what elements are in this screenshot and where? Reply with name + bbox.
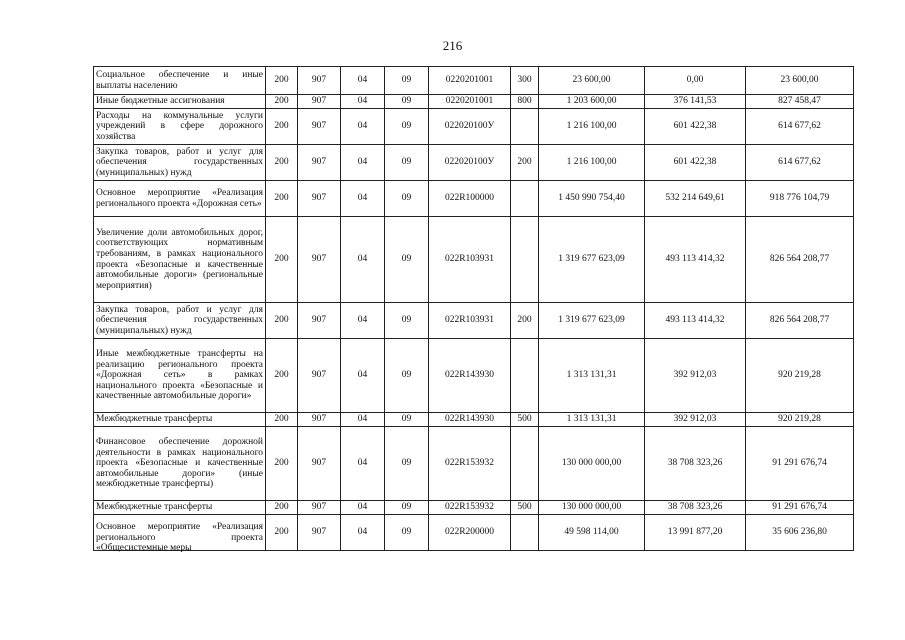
table-row: [94, 413, 854, 427]
row-code-ministry: 907: [298, 181, 341, 217]
row-code-target: 022R153932: [429, 427, 511, 501]
row-code-admin: 200: [266, 181, 298, 217]
table-row: [94, 95, 854, 109]
row-code-section: 04: [341, 501, 385, 515]
table-row: [94, 109, 854, 145]
row-code-target: 0220201001: [429, 67, 511, 95]
row-amount-remaining: 918 776 104,79: [746, 181, 854, 217]
row-code-subsection: 09: [385, 67, 429, 95]
row-description: Социальное обеспечение и иные выплаты населению: [94, 67, 266, 95]
row-code-target: 022R103931: [429, 303, 511, 339]
row-amount-remaining: 920 219,28: [746, 413, 854, 427]
row-code-subsection: 09: [385, 217, 429, 303]
row-code-ministry: 907: [298, 95, 341, 109]
row-code-section: 04: [341, 95, 385, 109]
row-code-subsection: 09: [385, 515, 429, 551]
table-row: [94, 67, 854, 95]
row-amount-executed: 601 422,38: [645, 145, 746, 181]
row-code-subsection: 09: [385, 181, 429, 217]
row-code-expense-type: [511, 217, 539, 303]
table-row: [94, 427, 854, 501]
row-code-section: 04: [341, 217, 385, 303]
row-code-admin: 200: [266, 427, 298, 501]
row-amount-remaining: 23 600,00: [746, 67, 854, 95]
row-amount-executed: 38 708 323,26: [645, 427, 746, 501]
row-amount-remaining: 91 291 676,74: [746, 427, 854, 501]
row-code-expense-type: 800: [511, 95, 539, 109]
row-code-ministry: 907: [298, 67, 341, 95]
row-code-admin: 200: [266, 145, 298, 181]
row-code-target: 0220201001: [429, 95, 511, 109]
row-code-admin: 200: [266, 413, 298, 427]
row-amount-planned: 1 319 677 623,09: [539, 303, 645, 339]
row-amount-executed: 13 991 877,20: [645, 515, 746, 551]
row-amount-executed: 38 708 323,26: [645, 501, 746, 515]
row-code-target: 022020100У: [429, 109, 511, 145]
row-code-expense-type: [511, 181, 539, 217]
row-code-ministry: 907: [298, 501, 341, 515]
row-amount-executed: 376 141,53: [645, 95, 746, 109]
row-description: Иные бюджетные ассигнования: [94, 95, 266, 109]
row-code-section: 04: [341, 339, 385, 413]
row-amount-planned: 1 203 600,00: [539, 95, 645, 109]
row-description: Основное мероприятие «Реализация регионального проекта «Дорожная сеть»: [94, 181, 266, 217]
row-amount-planned: 23 600,00: [539, 67, 645, 95]
row-amount-executed: 493 113 414,32: [645, 303, 746, 339]
row-amount-planned: 1 313 131,31: [539, 339, 645, 413]
row-code-subsection: 09: [385, 145, 429, 181]
row-code-section: 04: [341, 427, 385, 501]
row-code-admin: 200: [266, 109, 298, 145]
row-code-target: 022020100У: [429, 145, 511, 181]
row-description: Расходы на коммунальные услуги учреждений в сфере дорожного хозяйства: [94, 109, 266, 145]
row-code-admin: 200: [266, 515, 298, 551]
row-code-admin: 200: [266, 339, 298, 413]
page-number: 216: [442, 38, 463, 53]
row-amount-executed: 392 912,03: [645, 413, 746, 427]
row-amount-planned: 1 216 100,00: [539, 145, 645, 181]
row-code-section: 04: [341, 515, 385, 551]
row-code-admin: 200: [266, 501, 298, 515]
row-amount-planned: 1 450 990 754,40: [539, 181, 645, 217]
table-row: [94, 339, 854, 413]
table-body: [94, 67, 854, 554]
row-code-section: 04: [341, 109, 385, 145]
row-code-section: 04: [341, 413, 385, 427]
row-code-section: 04: [341, 67, 385, 95]
row-code-expense-type: [511, 109, 539, 145]
table-row: [94, 303, 854, 339]
row-code-target: 022R100000: [429, 181, 511, 217]
row-amount-planned: 130 000 000,00: [539, 427, 645, 501]
row-amount-remaining: 920 219,28: [746, 339, 854, 413]
row-code-subsection: 09: [385, 501, 429, 515]
row-description: Межбюджетные трансферты: [94, 413, 266, 427]
row-code-expense-type: 500: [511, 413, 539, 427]
row-description: Иные межбюджетные трансферты на реализацию регионального проекта «Дорожная сеть» в рамках национального проекта «Безопасные и качественные автомобильные дороги»: [94, 339, 266, 413]
row-code-expense-type: 500: [511, 501, 539, 515]
table-row: [94, 181, 854, 217]
row-code-ministry: 907: [298, 413, 341, 427]
row-description: [94, 515, 266, 554]
row-amount-remaining: 91 291 676,74: [746, 501, 854, 515]
row-description: Увеличение доли автомобильных дорог, соответствующих нормативным требованиям, в рамках национального проекта «Безопасные и качественные автомобильные дороги» (региональные мероприятия): [94, 217, 266, 303]
row-code-subsection: 09: [385, 413, 429, 427]
row-code-section: 04: [341, 303, 385, 339]
row-amount-planned: 1 216 100,00: [539, 109, 645, 145]
row-amount-executed: 0,00: [645, 67, 746, 95]
row-code-admin: 200: [266, 217, 298, 303]
row-code-section: 04: [341, 145, 385, 181]
row-amount-executed: 493 113 414,32: [645, 217, 746, 303]
row-amount-executed: 601 422,38: [645, 109, 746, 145]
row-amount-remaining: 826 564 208,77: [746, 303, 854, 339]
budget-table: [93, 66, 854, 554]
row-code-target: 022R143930: [429, 413, 511, 427]
table-row: [94, 217, 854, 303]
row-code-subsection: 09: [385, 95, 429, 109]
table-row: [94, 515, 854, 551]
row-code-expense-type: 200: [511, 303, 539, 339]
row-description: Финансовое обеспечение дорожной деятельности в рамках национального проекта «Безопасные и качественные автомобильные дороги» (иные межбюджетные трансферты): [94, 427, 266, 501]
row-code-expense-type: 300: [511, 67, 539, 95]
row-amount-planned: 1 313 131,31: [539, 413, 645, 427]
row-code-ministry: 907: [298, 427, 341, 501]
row-code-expense-type: [511, 427, 539, 501]
row-amount-planned: 1 319 677 623,09: [539, 217, 645, 303]
row-code-ministry: 907: [298, 145, 341, 181]
row-code-admin: 200: [266, 303, 298, 339]
row-description: Межбюджетные трансферты: [94, 501, 266, 515]
row-code-expense-type: [511, 515, 539, 551]
row-description: Закупка товаров, работ и услуг для обеспечения государственных (муниципальных) нужд: [94, 303, 266, 339]
row-amount-remaining: 826 564 208,77: [746, 217, 854, 303]
row-description: Закупка товаров, работ и услуг для обеспечения государственных (муниципальных) нужд: [94, 145, 266, 181]
row-code-target: 022R103931: [429, 217, 511, 303]
row-code-ministry: 907: [298, 515, 341, 551]
row-amount-remaining: 614 677,62: [746, 109, 854, 145]
row-code-subsection: 09: [385, 109, 429, 145]
table-row: [94, 145, 854, 181]
row-code-section: 04: [341, 181, 385, 217]
row-code-target: 022R200000: [429, 515, 511, 551]
row-amount-planned: 49 598 114,00: [539, 515, 645, 551]
row-amount-remaining: 35 606 236,80: [746, 515, 854, 551]
row-amount-executed: 392 912,03: [645, 339, 746, 413]
row-description-text: Основное мероприятие «Реализация регионального проекта «Общесистемные меры: [96, 522, 263, 554]
row-code-subsection: 09: [385, 303, 429, 339]
row-amount-planned: 130 000 000,00: [539, 501, 645, 515]
row-code-target: 022R153932: [429, 501, 511, 515]
row-code-ministry: 907: [298, 109, 341, 145]
row-code-expense-type: [511, 339, 539, 413]
row-code-subsection: 09: [385, 339, 429, 413]
row-amount-executed: 532 214 649,61: [645, 181, 746, 217]
row-code-ministry: 907: [298, 339, 341, 413]
row-amount-remaining: 827 458,47: [746, 95, 854, 109]
table-row: [94, 501, 854, 515]
row-code-subsection: 09: [385, 427, 429, 501]
row-code-target: 022R143930: [429, 339, 511, 413]
row-code-admin: 200: [266, 95, 298, 109]
row-code-expense-type: 200: [511, 145, 539, 181]
row-amount-remaining: 614 677,62: [746, 145, 854, 181]
row-code-ministry: 907: [298, 303, 341, 339]
row-code-ministry: 907: [298, 217, 341, 303]
row-code-admin: 200: [266, 67, 298, 95]
